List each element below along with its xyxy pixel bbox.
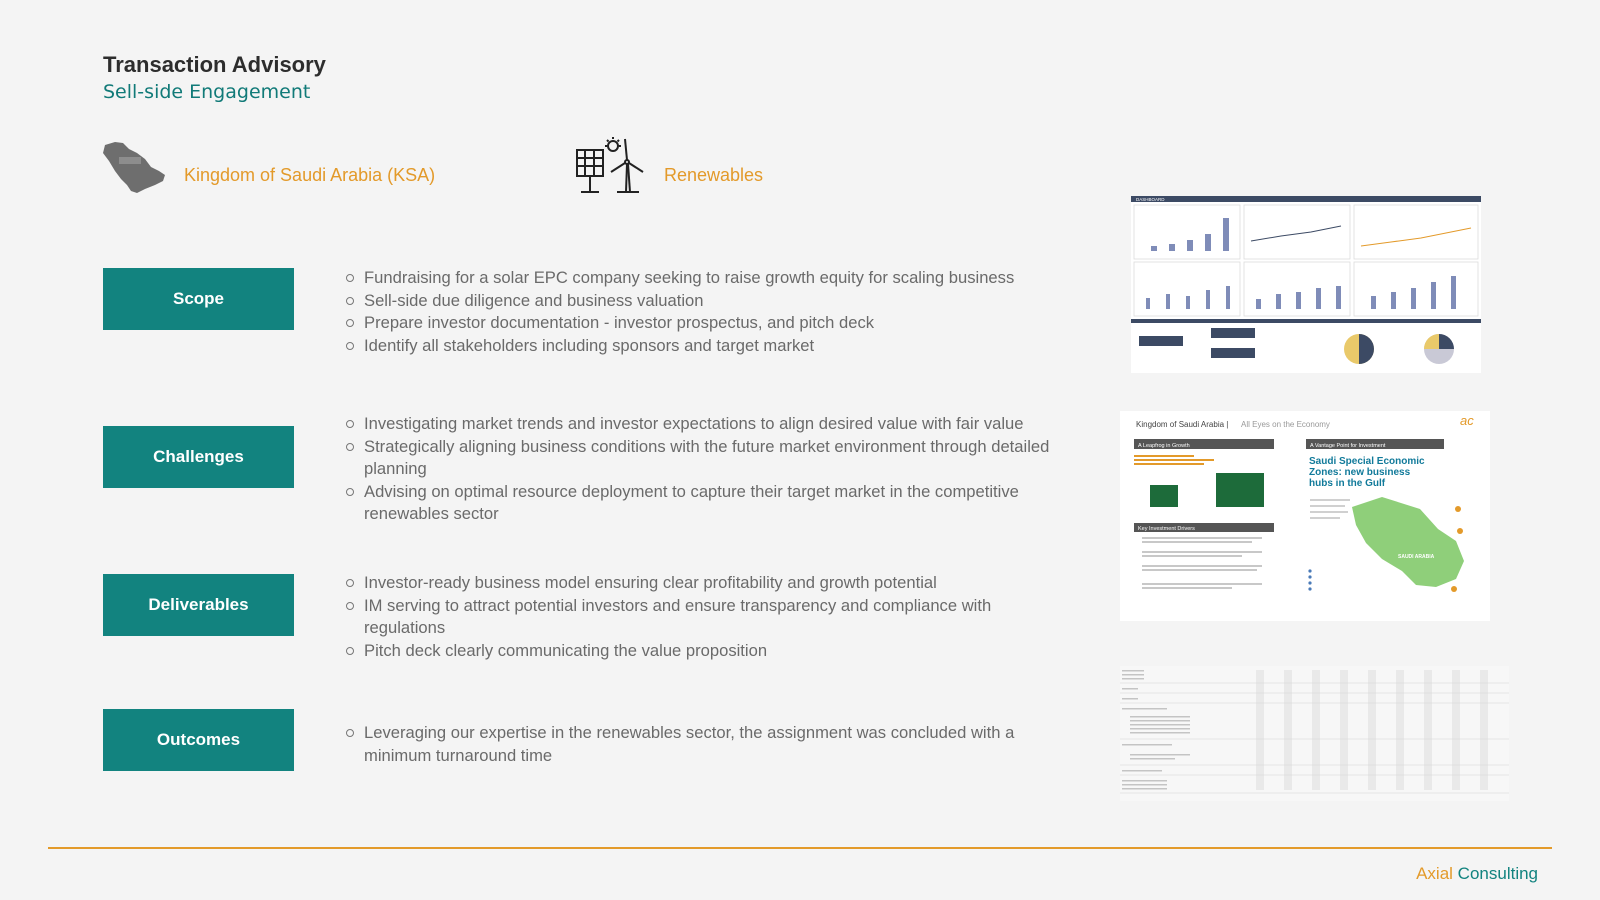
ksa-right-head: A Vantage Point for Investment [1310,443,1386,449]
page-subtitle: Sell-side Engagement [103,81,311,103]
deliverables-tag: Deliverables [103,574,294,636]
bullet-item: Strategically aligning business conditions with the future market environment through detailed planning [345,436,1065,481]
outcomes-bullets [345,722,1065,767]
challenges-tag: Challenges [103,426,294,488]
svg-text:Saudi Special Economic Z: Saudi Special Economic Zones: new business hubs in the Gulf [1309,456,1425,489]
scope-tag: Scope [103,268,294,330]
bullet-item: Prepare investor documentation - investor prospectus, and pitch deck [345,312,1065,335]
dashboard-thumbnail [1131,196,1481,373]
ksa-heading-sub: All Eyes on the Economy [1241,420,1330,429]
bullet-item: IM serving to attract potential investors and ensure transparency and compliance with regulations [345,595,1065,640]
bullet-item: Leveraging our expertise in the renewables sector, the assignment was concluded with a minimum turnaround time [345,722,1065,767]
challenges-bullets [345,413,1065,526]
deliverables-bullets [345,572,1065,662]
sector-label: Renewables [664,165,764,185]
bullet-item: Identify all stakeholders including sponsors and target market [345,335,1065,358]
svg-text:ac: ac [1460,413,1474,428]
dashboard-tag: DASHBOARD [1136,197,1165,202]
bullet-item: Investigating market trends and investor expectations to align desired value with fair value [345,413,1065,436]
outcomes-tag: Outcomes [103,709,294,771]
ksa-map-label: SAUDI ARABIA [1398,554,1435,560]
bullet-item: Sell-side due diligence and business valuation [345,290,1065,313]
financials-preview [1120,666,1509,801]
ksa-drivers-head: Key Investment Drivers [1138,526,1195,532]
ksa-economy-preview [1120,411,1490,621]
region-label: Kingdom of Saudi Arabia (KSA) [184,165,436,185]
bullet-item: Pitch deck clearly communicating the value proposition [345,640,1065,663]
bullet-item: Advising on optimal resource deployment to capture their target market in the competitive renewables sector [345,481,1065,526]
saudi-arabia-map-icon [101,139,169,195]
footer-brand [1416,864,1538,884]
bullet-item: Investor-ready business model ensuring clear profitability and growth potential [345,572,1065,595]
brand-name-axial: Axial [1416,864,1453,883]
footer-divider [48,847,1552,849]
page-title: Transaction Advisory [103,52,326,77]
solar-wind-icon [573,136,645,194]
financials-thumbnail [1120,666,1509,801]
ksa-left-head: A Leapfrog in Growth [1138,443,1190,449]
ksa-economy-thumbnail [1120,411,1490,621]
scope-bullets [345,267,1065,357]
dashboard-preview [1131,196,1481,373]
bullet-item: Fundraising for a solar EPC company seeking to raise growth equity for scaling business [345,267,1065,290]
brand-name-consulting: Consulting [1457,864,1538,883]
ksa-heading: Kingdom of Saudi Arabia | [1136,420,1229,429]
